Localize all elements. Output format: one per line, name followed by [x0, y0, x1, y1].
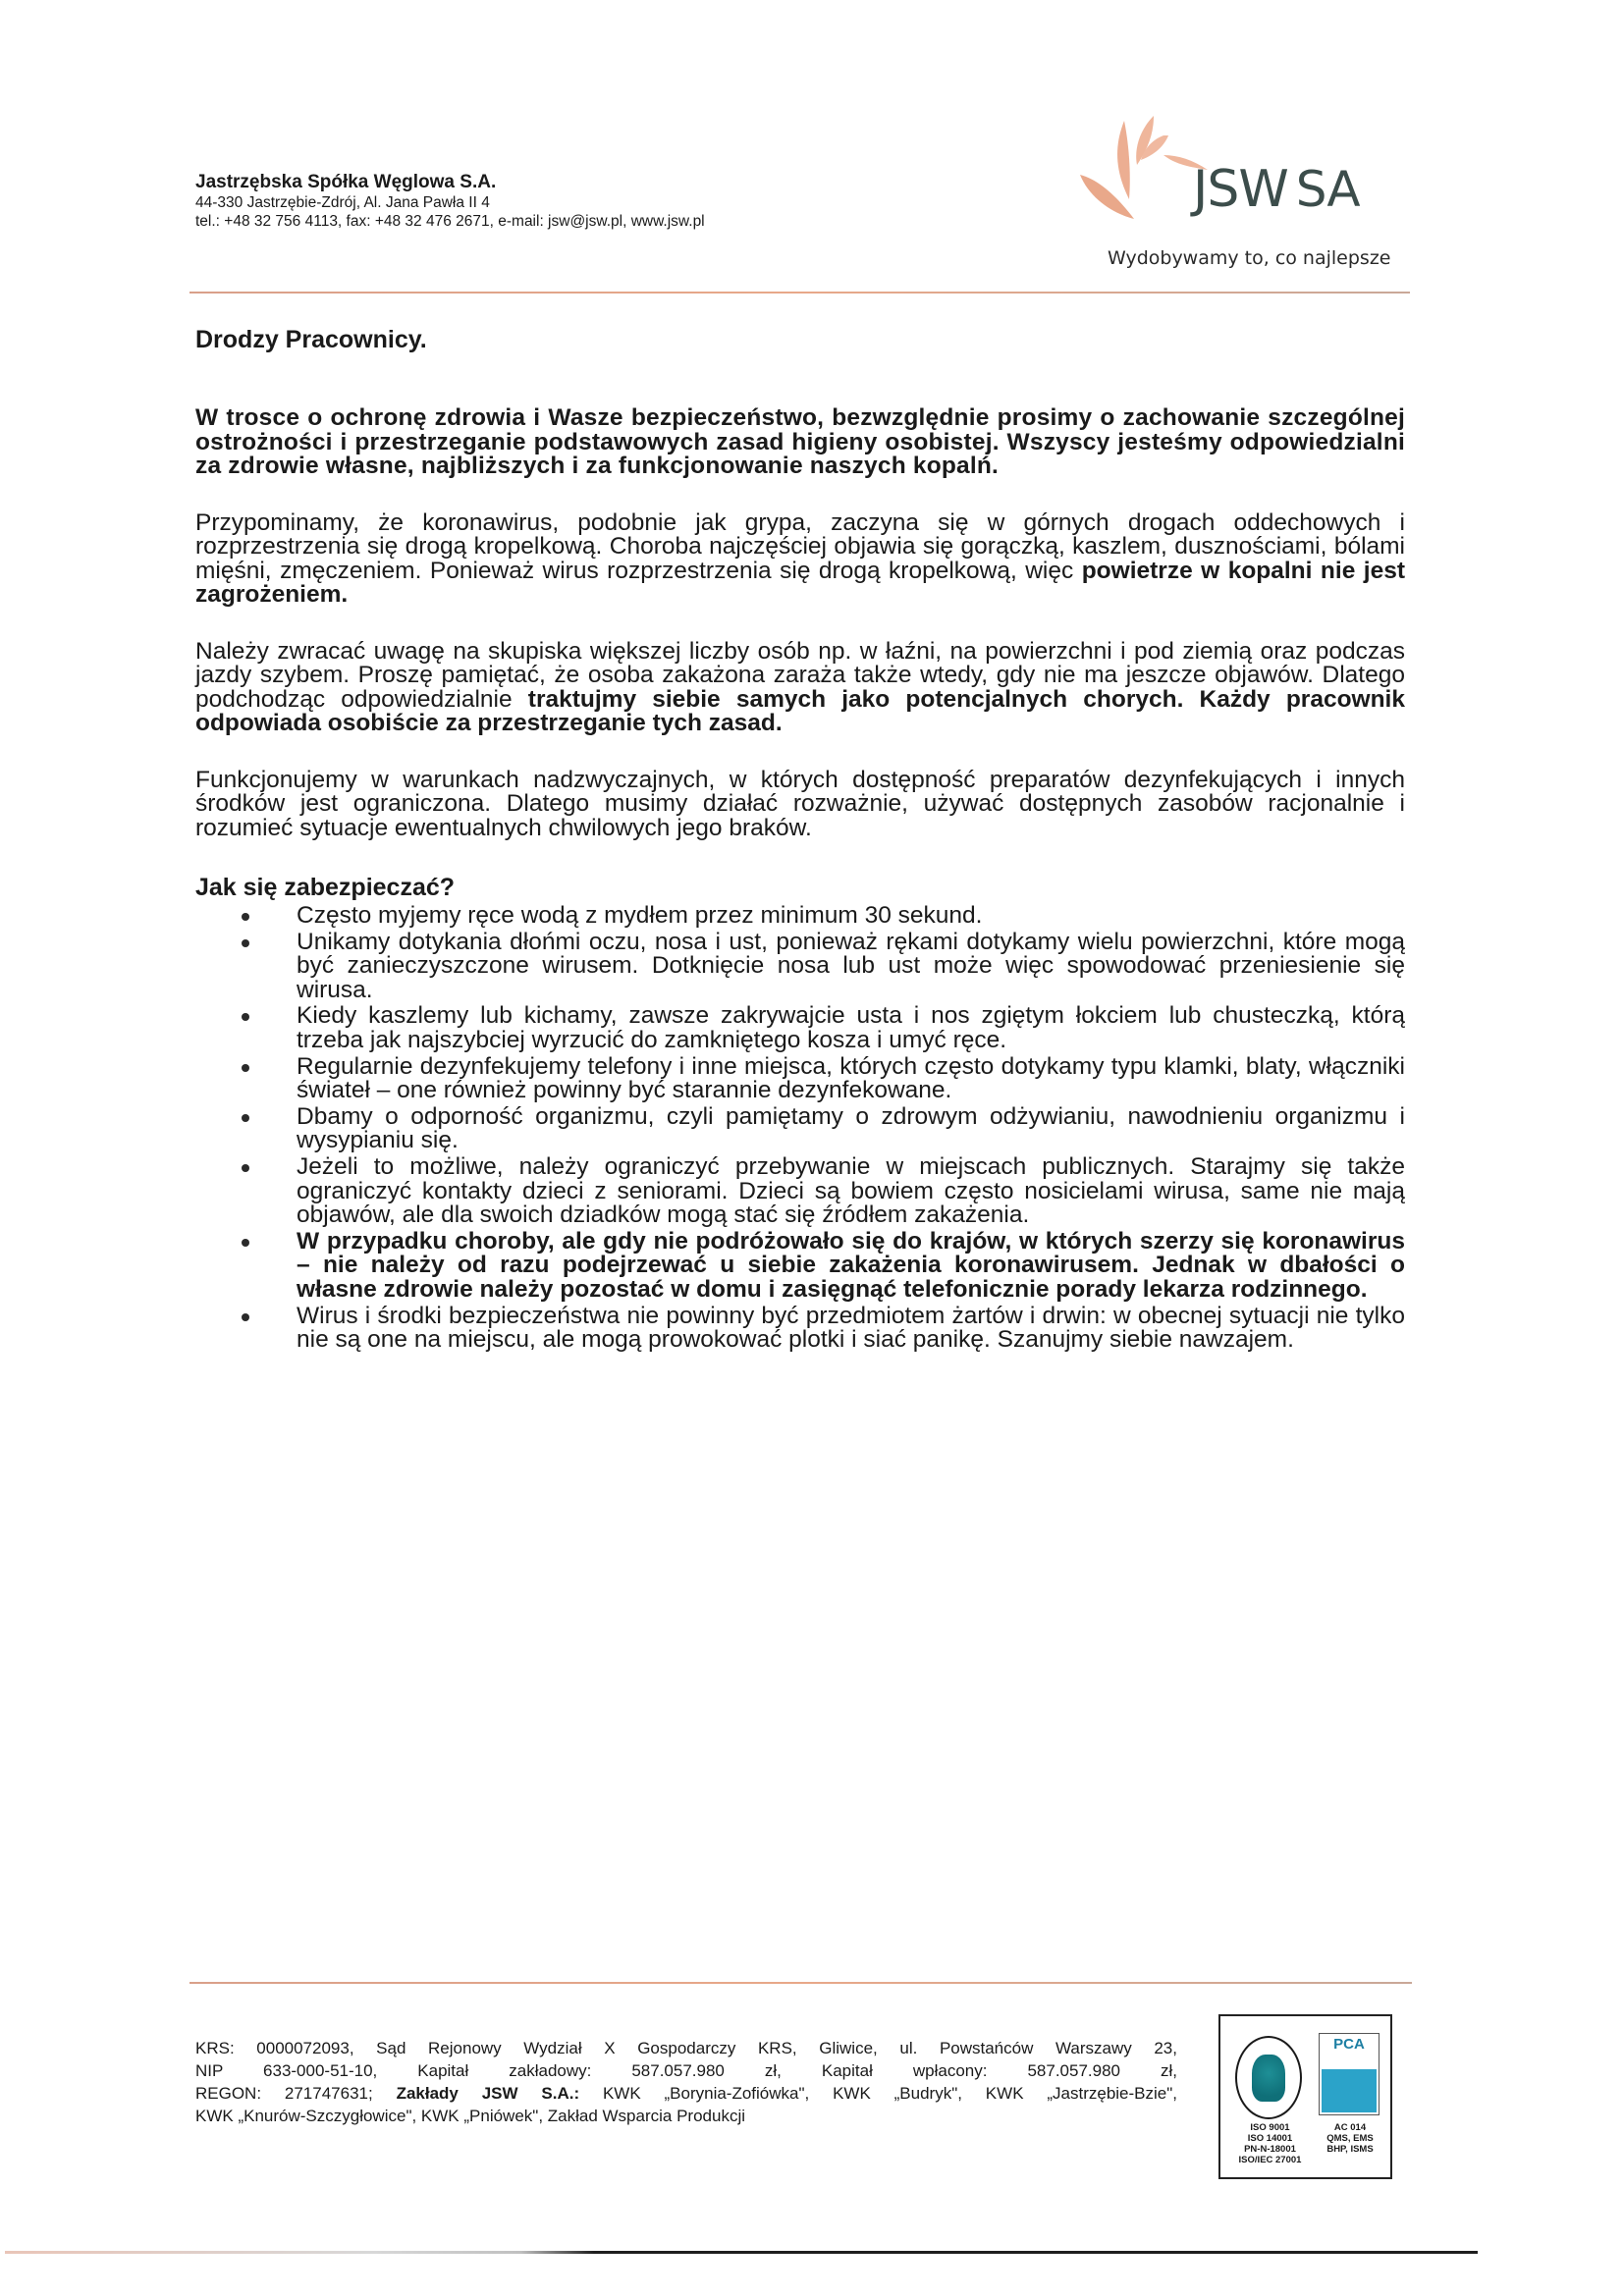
brand-suffix: SA [1295, 161, 1360, 218]
paragraph-resources: Funkcjonujemy w warunkach nadzwyczajnych, w których dostępność preparatów dezynfekujących i innych środków jest ograniczona. Dlatego musimy działać rozważnie, używać dostępnych zasobów racjonalnie i rozumieć sytuacje ewentualnych chwilowych jego braków. [195, 766, 1405, 841]
list-item [195, 1052, 1405, 1104]
list-item [195, 904, 1405, 929]
certification-box [1218, 2014, 1392, 2179]
footer-line: NIP 633-000-51-10, Kapitał zakładowy: 587.057.980 zł, Kapitał wpłacony: 587.057.980 zł, [195, 2061, 1177, 2080]
footer-line [195, 2082, 1177, 2105]
petals-icon [1070, 106, 1208, 243]
paragraph-symptoms [195, 508, 1405, 608]
bullet-icon [242, 939, 249, 947]
list-item-text: Jeżeli to możliwe, należy ograniczyć przebywanie w miejscach publicznych. Starajmy się także ograniczyć kontakty dzieci z seniorami. Dzieci są bowiem często nosicielami wirusa, same nie mają objawów, ale dla swoich dziadków mogą stać się źródłem zakażenia. [297, 1152, 1405, 1229]
footer-regon: REGON: 271747631; [195, 2084, 397, 2103]
pca-logo [1319, 2033, 1380, 2115]
greeting: Drodzy Pracownicy. [195, 326, 427, 353]
section-heading: Jak się zabezpieczać? [195, 874, 456, 901]
bullet-icon [242, 913, 249, 921]
paragraph-text: Przypominamy, że koronawirus, podobnie jak grypa, zaczyna się w górnych drogach oddechowych i rozprzestrzenia się drogą kropelkową. Choroba najczęściej objawia się gorączką, kaszlem, dusznościami, bólami mięśni, zmęczeniem. Ponieważ wirus rozprzestrzenia się drogą kropelkową, więc [195, 508, 1405, 584]
list-item-text: Dbamy o odporność organizmu, czyli pamiętamy o zdrowym odżywianiu, nawodnieniu organizmu i wysypianiu się. [297, 1102, 1405, 1154]
list-item-text: W przypadku choroby, ale gdy nie podróżowało się do krajów, w których szerzy się koronawirus – nie należy od razu podejrzewać u siebie zakażenia koronawirusem. Jednak w dbałości o własne zdrowie należy pozostać w domu i zasięgnąć telefonicznie porady lekarza rodzinnego. [297, 1227, 1405, 1303]
ac-line: AC 014 [1333, 2122, 1367, 2133]
paragraph-emphasis: powietrze w kopalni nie jest zagrożeniem. [195, 557, 1405, 608]
ac-line: QMS, EMS [1326, 2133, 1374, 2144]
intro-paragraph: W trosce o ochronę zdrowia i Wasze bezpieczeństwo, bezwzględnie prosimy o zachowanie szczególnej ostrożności i przestrzeganie podstawowych zasad higieny osobistej. Wszyscy jesteśmy odpowiedzialni za zdrowie własne, najbliższych i za funkcjonowanie naszych kopalń. [195, 404, 1405, 479]
ac-standards [1316, 2122, 1384, 2155]
bullet-icon [242, 1313, 249, 1321]
paragraph-emphasis: traktujmy siebie samych jako potencjalnych chorych. Każdy pracownik odpowiada osobiście za przestrzeganie tych zasad. [195, 685, 1405, 736]
iso-line: ISO 14001 [1247, 2133, 1293, 2144]
brand-name [1193, 160, 1360, 219]
bullet-icon [242, 1114, 249, 1122]
letter-body [195, 324, 1405, 1353]
iso-standards [1228, 2122, 1312, 2165]
bullet-icon [242, 1013, 249, 1021]
list-item-text: Kiedy kaszlemy lub kichamy, zawsze zakrywajcie usta i nos zgiętym łokciem lub chusteczką, którą trzeba jak najszybciej wyrzucić do zamkniętego kosza i umyć ręce. [297, 1002, 1405, 1053]
certification-seal-icon [1235, 2036, 1302, 2119]
footer-plants-label: Zakłady JSW S.A.: [396, 2084, 580, 2103]
bullet-icon [242, 1164, 249, 1172]
bullet-icon [242, 1239, 249, 1247]
iso-line: ISO 9001 [1250, 2122, 1290, 2133]
list-item [195, 1152, 1405, 1229]
iso-line: ISO/IEC 27001 [1238, 2155, 1302, 2165]
footer-line: KWK „Knurów-Szczygłowice", KWK „Pniówek", Zakład Wsparcia Produkcji [195, 2107, 746, 2125]
scan-edge-line [5, 2251, 1478, 2254]
safety-list [195, 904, 1405, 1353]
list-item [195, 928, 1405, 1003]
company-details [195, 172, 705, 231]
list-item [195, 1302, 1405, 1354]
jsw-logo [1070, 106, 1434, 283]
pca-badge-icon [1322, 2069, 1377, 2112]
brand-slogan: Wydobywamy to, co najlepsze [1108, 247, 1391, 269]
brand-main: JSW [1193, 160, 1288, 219]
company-address: 44-330 Jastrzębie-Zdrój, Al. Jana Pawła II 4 [195, 194, 490, 211]
list-item-text: Unikamy dotykania dłońmi oczu, nosa i ust, ponieważ rękami dotykamy wielu powierzchni, które mogą być zanieczyszczone wirusem. Dotknięcie nosa lub ust może więc spowodować przeniesienie się wirusa. [297, 928, 1405, 1003]
list-item-text: Często myjemy ręce wodą z mydłem przez minimum 30 sekund. [297, 902, 983, 929]
iso-line: PN-N-18001 [1244, 2144, 1296, 2155]
bullet-icon [242, 1064, 249, 1072]
paragraph-text: Należy zwracać uwagę na skupiska większej liczby osób np. w łaźni, na powierzchni i pod ziemią oraz podczas jazdy szybem. Proszę pamiętać, że osoba zakażona zaraża także wtedy, gdy nie ma jeszcze objawów. Dlatego podchodząc odpowiedzialnie [195, 637, 1405, 713]
pca-title: PCA [1333, 2036, 1365, 2053]
company-name: Jastrzębska Spółka Węglowa S.A. [195, 172, 497, 192]
list-item-text: Wirus i środki bezpieczeństwa nie powinny być przedmiotem żartów i drwin: w obecnej sytuacji nie tylko nie są one na miejscu, ale mogą prowokować plotki i siać panikę. Szanujmy siebie nawzajem. [297, 1302, 1405, 1354]
footer-plants: KWK „Borynia-Zofiówka", KWK „Budryk", KWK „Jastrzębie-Bzie", [579, 2084, 1177, 2103]
seal-figure [1252, 2055, 1285, 2102]
company-contact: tel.: +48 32 756 4113, fax: +48 32 476 2671, e-mail: jsw@jsw.pl, www.jsw.pl [195, 213, 705, 230]
list-item [195, 1004, 1405, 1052]
list-item [195, 1227, 1405, 1303]
list-item-text: Regularnie dezynfekujemy telefony i inne miejsca, których często dotykamy typu klamki, blaty, włączniki świateł – one również powinny być starannie dezynfekowane. [297, 1052, 1405, 1104]
footer-divider [189, 1982, 1412, 1984]
footer-line: KRS: 0000072093, Sąd Rejonowy Wydział X Gospodarczy KRS, Gliwice, ul. Powstańców Warszawy 23, [195, 2039, 1177, 2057]
ac-line: BHP, ISMS [1326, 2144, 1374, 2155]
legal-footer [195, 2037, 1177, 2127]
list-item [195, 1102, 1405, 1154]
paragraph-crowds [195, 637, 1405, 736]
header-divider [189, 292, 1410, 294]
